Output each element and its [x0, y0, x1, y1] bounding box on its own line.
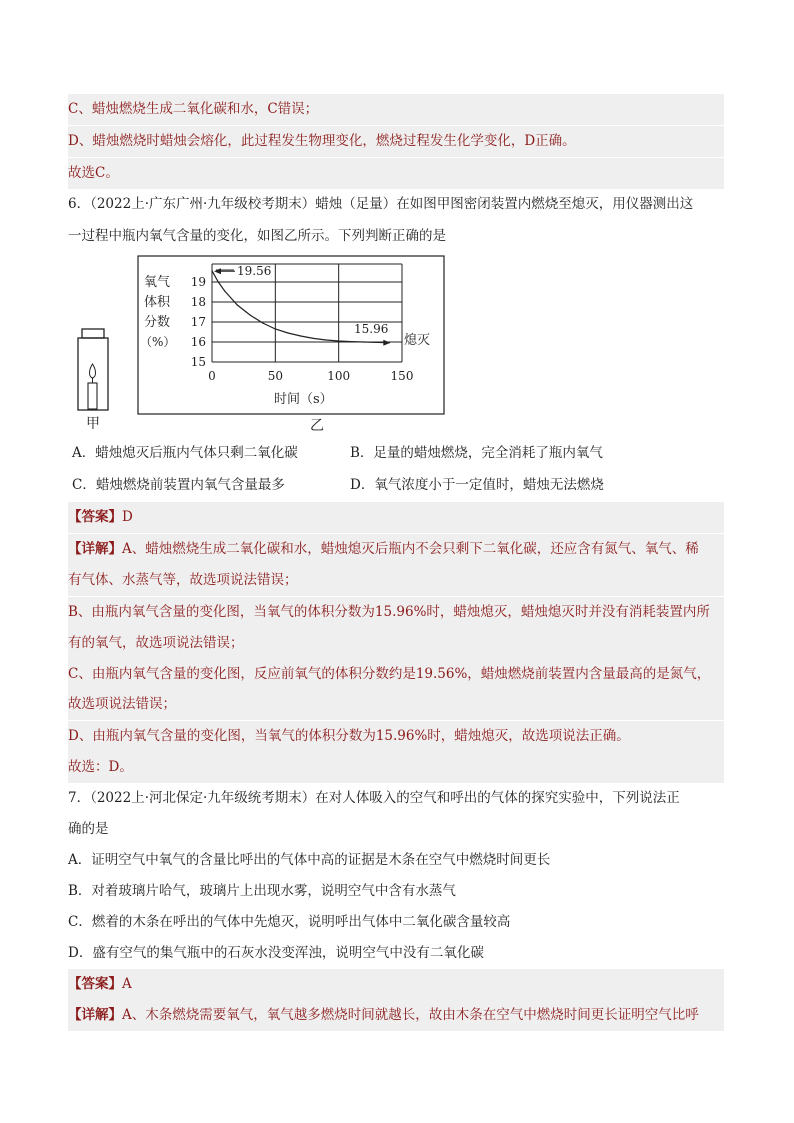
q6-explain-c-line1: C、由瓶内氧气含量的变化图，反应前氧气的体积分数约是19.56%，蜡烛燃烧前装置内含量最高的是氮气， [68, 659, 724, 690]
q6-option-d: D．氧气浓度小于一定值时，蜡烛无法燃烧 [350, 477, 604, 493]
q7-option-d: D．盛有空气的集气瓶中的石灰水没变浑浊，说明空气中没有二氧化碳 [68, 945, 484, 961]
q6-explain-a-text1: A、蜡烛燃烧生成二氧化碳和水，蜡烛熄灭后瓶内不会只剩下二氧化碳，还应含有氮气、氧气、稀 [122, 541, 699, 557]
xtick-label-0: 0 [208, 369, 216, 383]
xtick-label-100: 100 [327, 369, 351, 383]
q7-option-a: A．证明空气中氧气的含量比呼出的气体中高的证据是木条在空气中燃烧时间更长 [68, 852, 551, 868]
ylabel-line-2: 体积 [144, 295, 171, 310]
q6-option-b: B．足量的蜡烛燃烧，完全消耗了瓶内氧气 [350, 445, 603, 461]
prev-explain-c: C、蜡烛燃烧生成二氧化碳和水，C错误； [68, 94, 724, 125]
prev-explain-d: D、蜡烛燃烧时蜡烛会熔化，此过程发生物理变化，燃烧过程发生化学变化，D正确。 [68, 126, 724, 157]
label-yi: 乙 [310, 418, 324, 434]
annot-end-value: 15.96 [354, 322, 389, 336]
ytick-label-15: 15 [190, 355, 206, 369]
q7-explain-a-text1: A、木条燃烧需要氧气，氧气越多燃烧时间就越长，故由木条在空气中燃烧时间更长证明空气比呼 [122, 1007, 699, 1023]
q6-stem-line1: 6．（2022上·广东广州·九年级校考期末）蜡烛（足量）在如图甲图密闭装置内燃烧至熄灭，用仪器测出这 [68, 196, 694, 212]
q6-stem-line2: 一过程中瓶内氧气含量的变化，如图乙所示。下列判断正确的是 [68, 228, 446, 244]
ytick-label-18: 18 [190, 295, 206, 309]
q6-explain-a-line1 [68, 534, 724, 565]
q6-explain-d: D、由瓶内氧气含量的变化图，当氧气的体积分数为15.96%时，蜡烛熄灭，故选项说法正确。 [68, 721, 724, 752]
q6-explain-c-line2: 故选项说法错误； [68, 689, 724, 720]
xtick-label-150: 150 [390, 369, 414, 383]
q7-stem-line1: 7．（2022上·河北保定·九年级统考期末）在对人体吸入的空气和呼出的气体的探究实验中，下列说法正 [68, 790, 680, 806]
q7-answer-tag: 【答案】 [68, 976, 122, 992]
series-point-1 [218, 281, 219, 282]
q6-explain-tag: 【详解】 [68, 541, 122, 557]
annot-extinguish: 熄灭 [404, 333, 431, 348]
series-point-2 [224, 290, 225, 291]
q7-explain-tag: 【详解】 [68, 1007, 122, 1023]
chart-frame [138, 256, 444, 414]
q6-figure [66, 254, 446, 434]
q6-answer-tag: 【答案】 [68, 509, 122, 525]
xlabel: 时间（s） [274, 392, 333, 407]
q7-answer-row [68, 969, 724, 1000]
series-point-9 [313, 338, 314, 339]
ylabel-line-1: 氧气 [144, 275, 171, 290]
q6-answer-row [68, 502, 724, 533]
series-point-7 [287, 332, 288, 333]
q7-answer: A [122, 976, 132, 992]
q6-option-a: A．蜡烛熄灭后瓶内气体只剩二氧化碳 [72, 445, 298, 461]
q7-option-c: C．燃着的木条在呼出的气体中先熄灭，说明呼出气体中二氧化碳含量较高 [68, 914, 511, 930]
annot-start-value: 19.56 [237, 264, 272, 278]
q6-explain-b-line2: 有的氧气，故选项说法错误； [68, 628, 724, 659]
series-point-10 [325, 339, 326, 340]
series-point-8 [300, 335, 301, 336]
end-arrow-head [383, 340, 390, 346]
ylabel-line-4: （%） [140, 335, 176, 349]
ytick-label-19: 19 [190, 275, 206, 289]
q6-choice: 故选：D。 [68, 752, 724, 783]
q7-option-b: B．对着玻璃片哈气，玻璃片上出现水雾，说明空气中含有水蒸气 [68, 883, 456, 899]
q6-answer: D [122, 509, 133, 525]
series-point-14 [376, 342, 377, 343]
series-point-3 [237, 304, 238, 305]
start-arrow-head [214, 268, 221, 274]
series-point-11 [338, 340, 339, 341]
series-point-4 [249, 314, 250, 315]
prev-choice: 故选C。 [68, 158, 724, 189]
series-point-13 [363, 341, 364, 342]
bottle-jia-icon [78, 329, 108, 410]
series-point-5 [262, 322, 263, 323]
label-jia: 甲 [86, 416, 100, 432]
series-point-12 [351, 341, 352, 342]
series-point-6 [275, 328, 276, 329]
q6-option-c: C．蜡烛燃烧前装置内氧气含量最多 [72, 477, 285, 493]
xtick-label-50: 50 [267, 369, 283, 383]
q6-explain-a-line2: 有气体、水蒸气等，故选项说法错误； [68, 565, 724, 596]
series-point-0 [211, 270, 212, 271]
ylabel-line-3: 分数 [144, 315, 171, 330]
chart-grid [212, 264, 402, 362]
ytick-label-16: 16 [190, 335, 206, 349]
ytick-label-17: 17 [190, 315, 206, 329]
q7-explain-a-line1 [68, 1000, 724, 1031]
q6-explain-b-line1: B、由瓶内氧气含量的变化图，当氧气的体积分数为15.96%时，蜡烛熄灭，蜡烛熄灭时并没有消耗装置内所 [68, 597, 724, 628]
q7-stem-line2: 确的是 [68, 821, 109, 837]
